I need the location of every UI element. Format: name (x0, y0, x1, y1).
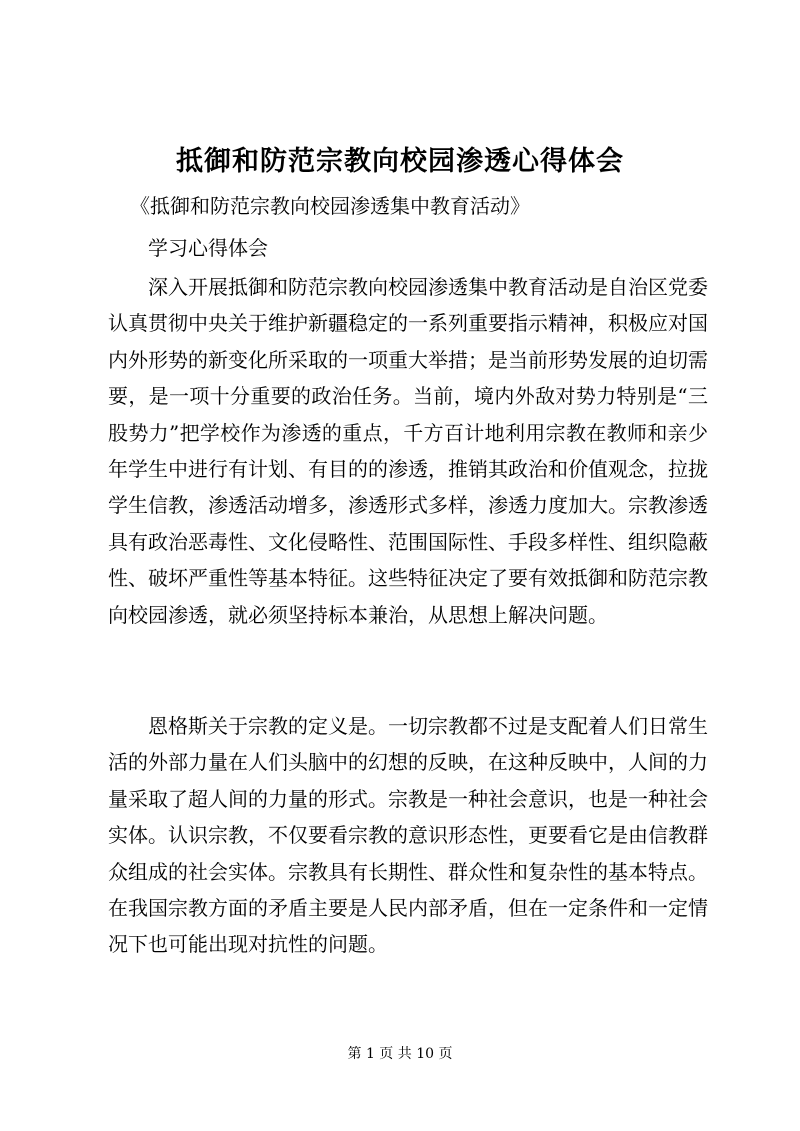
page-footer: 第 1 页 共 10 页 (347, 1046, 453, 1062)
body-paragraph-2: 恩格斯关于宗教的定义是。一切宗教都不过是支配着人们日常生活的外部力量在人们头脑中的幻想的反映，在这种反映中，人间的力量采取了超人间的力量的形式。宗教是一种社会意识，也是一种社会实体。认识宗教，不仅要看宗教的意识形态性，更要看它是由信教群众组成的社会实体。宗教具有长期性、群众性和复杂性的基本特点。在我国宗教方面的矛盾主要是人民内部矛盾，但在一定条件和一定情况下也可能出现对抗性的问题。 (108, 714, 708, 957)
document-title: 抵御和防范宗教向校园渗透心得体会 (176, 146, 624, 177)
document-subtitle-2: 学习心得体会 (148, 236, 268, 260)
document-subtitle: 《抵御和防范宗教向校园渗透集中教育活动》 (130, 194, 530, 218)
body-paragraph-1: 深入开展抵御和防范宗教向校园渗透集中教育活动是自治区党委认真贯彻中央关于维护新疆稳定的一系列重要指示精神，积极应对国内外形势的新变化所采取的一项重大举措；是当前形势发展的迫切需要，是一项十分重要的政治任务。当前，境内外敌对势力特别是“三股势力”把学校作为渗透的重点，千方百计地利用宗教在教师和亲少年学生中进行有计划、有目的的渗透，推销其政治和价值观念，拉拢学生信教，渗透活动增多，渗透形式多样，渗透力度加大。宗教渗透具有政治恶毒性、文化侵略性、范围国际性、手段多样性、组织隐蔽性、破坏严重性等基本特征。这些特征决定了要有效抵御和防范宗教向校园渗透，就必须坚持标本兼治，从思想上解决问题。 (108, 275, 708, 627)
